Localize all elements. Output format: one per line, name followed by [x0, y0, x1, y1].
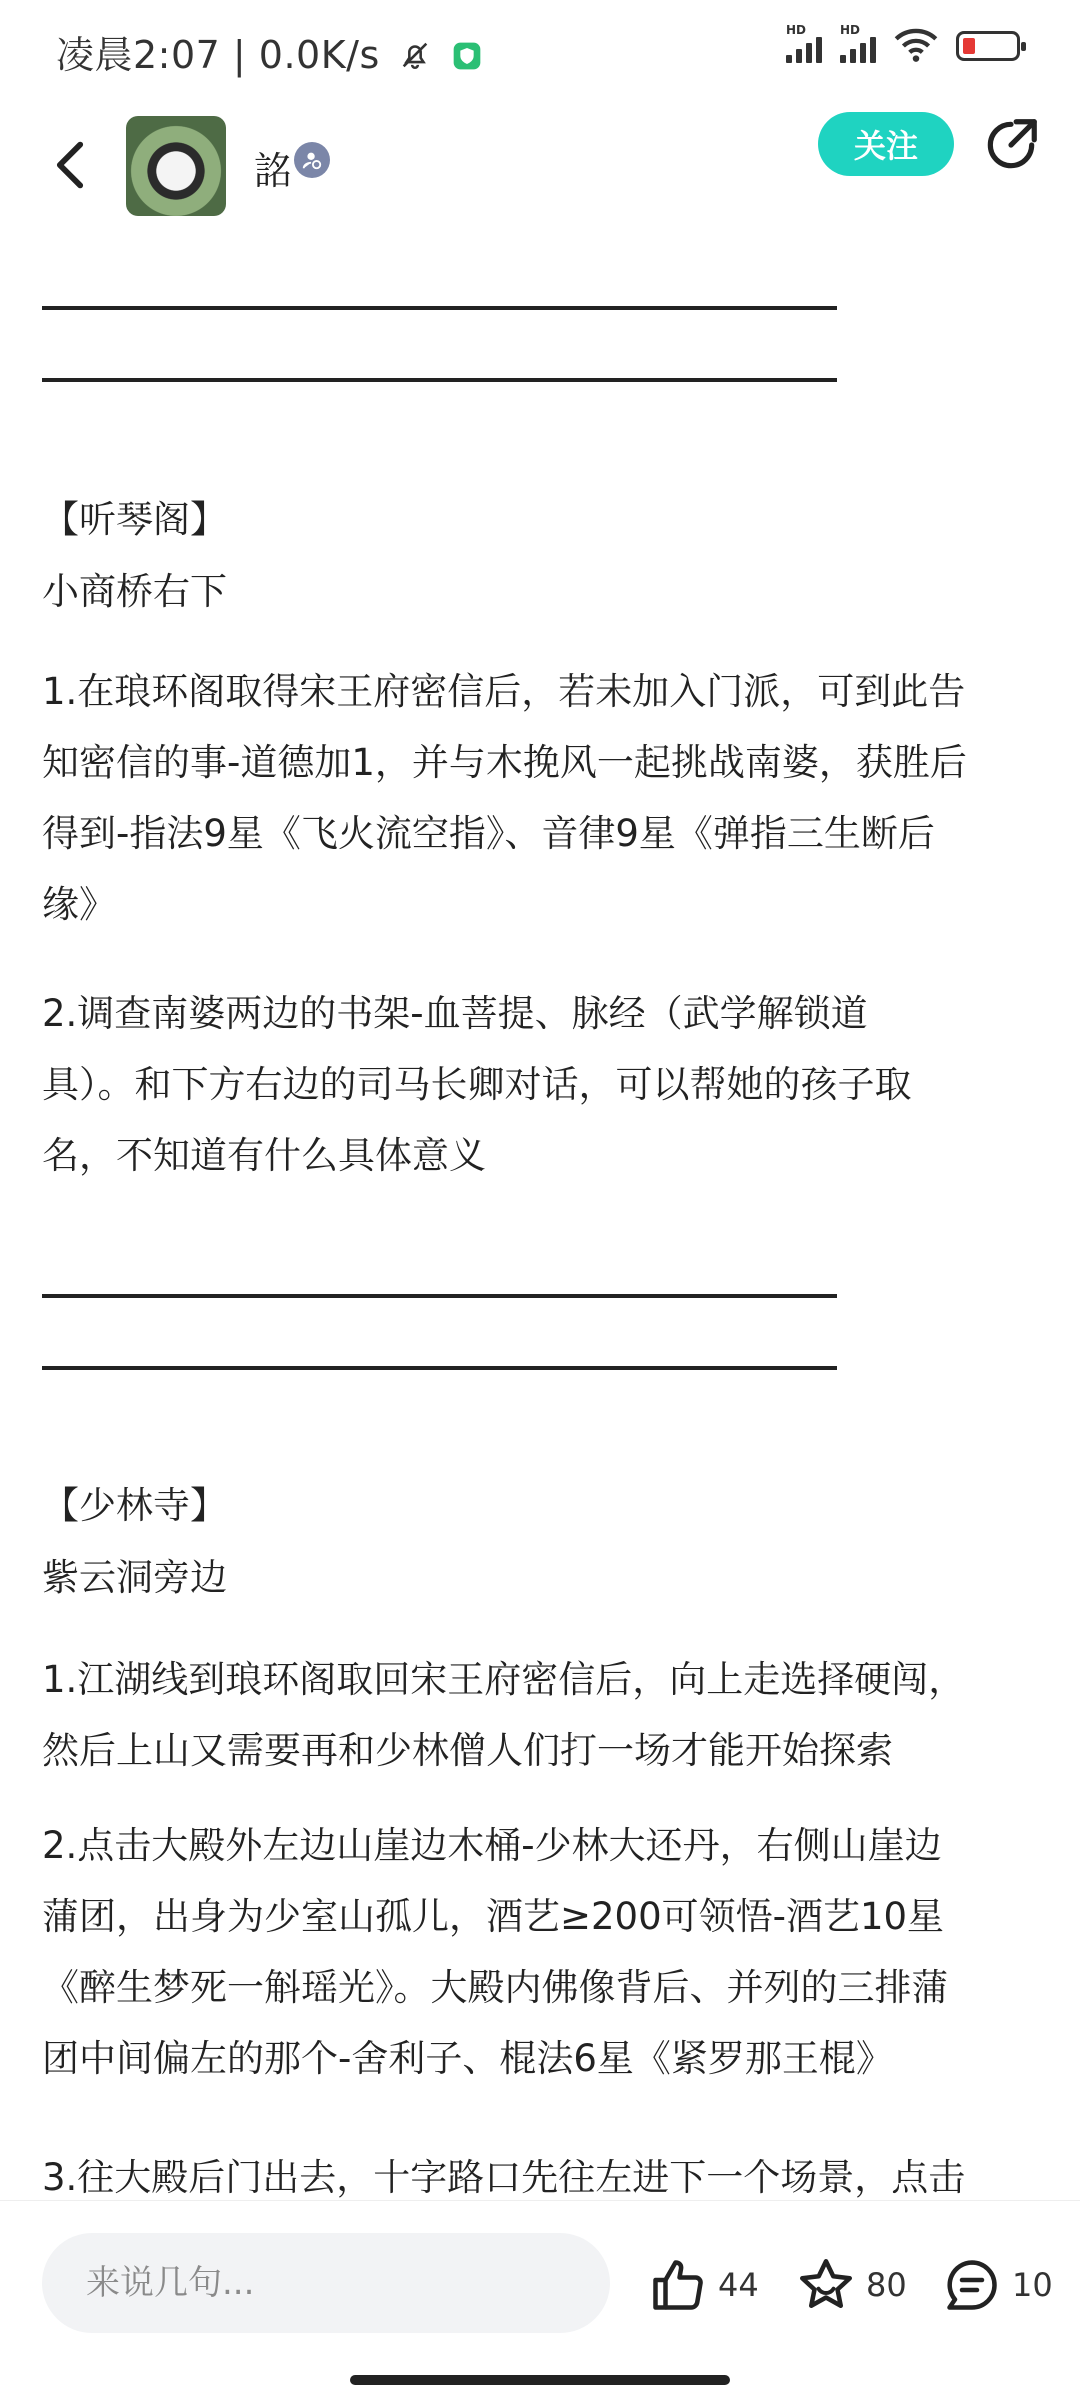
- signal-hd-label-2: HD: [840, 23, 861, 37]
- comment-icon: [942, 2255, 1002, 2315]
- paragraph-line: 名，不知道有什么具体意义: [42, 1134, 486, 1177]
- status-bar: [0, 0, 1080, 100]
- section-location: 小商桥右下: [42, 570, 227, 613]
- paragraph-line: 缘》: [42, 883, 116, 926]
- wifi-icon: [894, 28, 938, 64]
- user-badge-icon: [294, 142, 330, 178]
- section-title: 【少林寺】: [42, 1484, 227, 1527]
- comment-button[interactable]: [942, 2253, 1053, 2317]
- home-indicator[interactable]: [350, 2375, 730, 2385]
- favorite-count: 80: [866, 2266, 907, 2304]
- status-indicators: [786, 23, 1020, 64]
- comment-input[interactable]: [42, 2233, 610, 2333]
- follow-button[interactable]: 关注: [818, 112, 954, 176]
- bottom-action-bar: [0, 2200, 1080, 2400]
- paragraph-line: 具）。和下方右边的司马长卿对话，可以帮她的孩子取: [42, 1063, 912, 1106]
- paragraph-line: 1.江湖线到琅环阁取回宋王府密信后，向上走选择硬闯，: [42, 1658, 966, 1701]
- divider-line: [42, 306, 837, 310]
- signal-icon-2: [840, 23, 876, 63]
- divider-line: [42, 1294, 837, 1298]
- paragraph-line: 1.在琅环阁取得宋王府密信后，若未加入门派，可到此告: [42, 670, 966, 713]
- paragraph-line: 2.调查南婆两边的书架-血菩提、脉经（武学解锁道: [42, 992, 868, 1035]
- person-icon: [301, 149, 323, 171]
- username[interactable]: 詺: [254, 149, 293, 193]
- paragraph: [42, 2142, 1042, 2200]
- share-icon: [980, 114, 1042, 176]
- paragraph: [42, 1644, 1042, 1786]
- paragraph-line: 2.点击大殿外左边山崖边木桶-少林大还丹，右侧山崖边: [42, 1824, 942, 1867]
- divider-line: [42, 378, 837, 382]
- back-button[interactable]: [40, 130, 100, 200]
- battery-icon: [956, 31, 1020, 61]
- status-time-text: 凌晨2:07 | 0.0K/s: [56, 33, 380, 77]
- signal-hd-label: HD: [786, 23, 807, 37]
- signal-icon: [786, 23, 822, 63]
- section-title: 【听琴阁】: [42, 498, 227, 541]
- paragraph-line: 得到-指法9星《飞火流空指》、音律9星《弹指三生断后: [42, 812, 935, 855]
- paragraph: [42, 1810, 1042, 2094]
- paragraph-line: 《醉生梦死一斛瑶光》。大殿内佛像背后、并列的三排蒲: [42, 1966, 949, 2009]
- divider-line: [42, 1366, 837, 1370]
- paragraph: [42, 656, 1042, 940]
- like-button[interactable]: [648, 2253, 759, 2317]
- mute-bell-icon: [398, 38, 432, 72]
- like-count: 44: [718, 2266, 759, 2304]
- back-arrow-icon: [53, 139, 87, 191]
- avatar[interactable]: [126, 116, 226, 216]
- favorite-button[interactable]: [796, 2253, 907, 2317]
- status-time: [56, 24, 483, 79]
- paragraph-line: 然后上山又需要再和少林僧人们打一场才能开始探索: [42, 1729, 893, 1772]
- paragraph-line: 团中间偏左的那个-舍利子、棍法6星《紧罗那王棍》: [42, 2037, 893, 2080]
- section-location: 紫云洞旁边: [42, 1556, 227, 1599]
- shield-icon: [451, 40, 483, 72]
- share-button[interactable]: [980, 114, 1042, 176]
- post-header: [0, 100, 1080, 230]
- paragraph-line: 3.往大殿后门出去，十字路口先往左进下一个场景，点击: [42, 2156, 966, 2199]
- paragraph: [42, 978, 1042, 1191]
- thumbs-up-icon: [648, 2255, 708, 2315]
- paragraph-line: 知密信的事-道德加1，并与木挽风一起挑战南婆，获胜后: [42, 741, 967, 784]
- paragraph-line: 蒲团，出身为少室山孤儿，酒艺≥200可领悟-酒艺10星: [42, 1895, 945, 1938]
- star-icon: [796, 2255, 856, 2315]
- article-body: [0, 230, 1080, 2200]
- comment-count: 10: [1012, 2266, 1053, 2304]
